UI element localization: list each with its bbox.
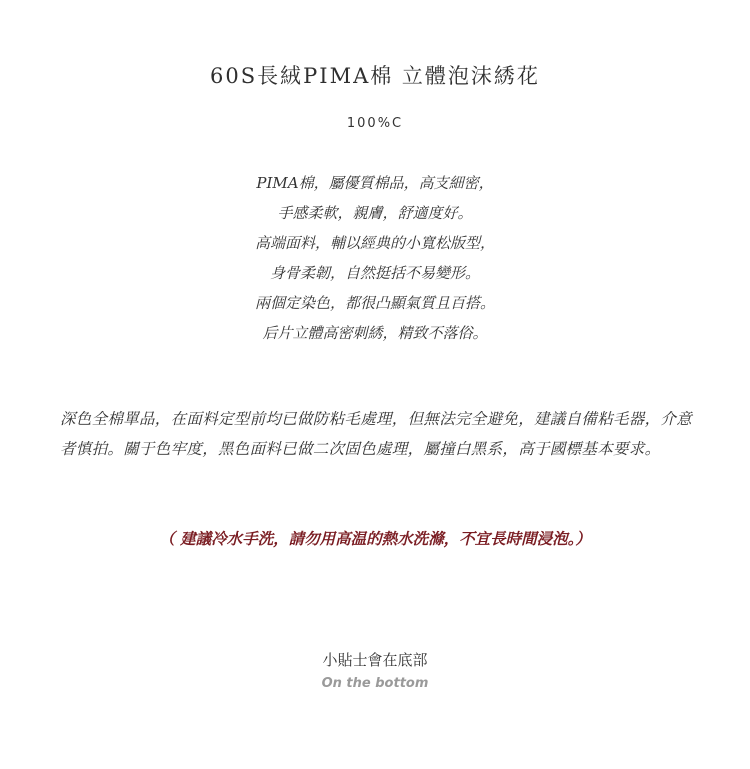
description-block: [0, 168, 750, 348]
description-line: 身骨柔韌，自然挺括不易變形。: [269, 264, 480, 282]
description-line: PIMA棉，屬優質棉品，高支細密，: [256, 174, 494, 192]
care-paragraph: 深色全棉單品，在面料定型前均已做防粘毛處理，但無法完全避免，建議自備粘毛器，介意者慎拍。關于色牢度，黑色面料已做二次固色處理，屬撞白黑系，高于國標基本要求。: [60, 410, 693, 458]
description-line: 高端面料，輔以經典的小寬松版型，: [254, 234, 495, 252]
description-line: 兩個定染色，都很凸顯氣質且百搭。: [254, 294, 495, 312]
material-composition: 100%C: [346, 116, 404, 131]
description-line: 后片立體高密刺綉，精致不落俗。: [262, 324, 488, 342]
tips-label-english: On the bottom: [321, 676, 429, 691]
description-line: 手感柔軟，親膚，舒適度好。: [277, 204, 473, 222]
page-title: 60S長絨PIMA棉 立體泡沫綉花: [210, 64, 540, 88]
tips-label: 小貼士會在底部: [322, 651, 428, 669]
washing-note: （ 建議冷水手洗，請勿用高温的熱水洗滌，不宜長時間浸泡。）: [159, 529, 591, 548]
